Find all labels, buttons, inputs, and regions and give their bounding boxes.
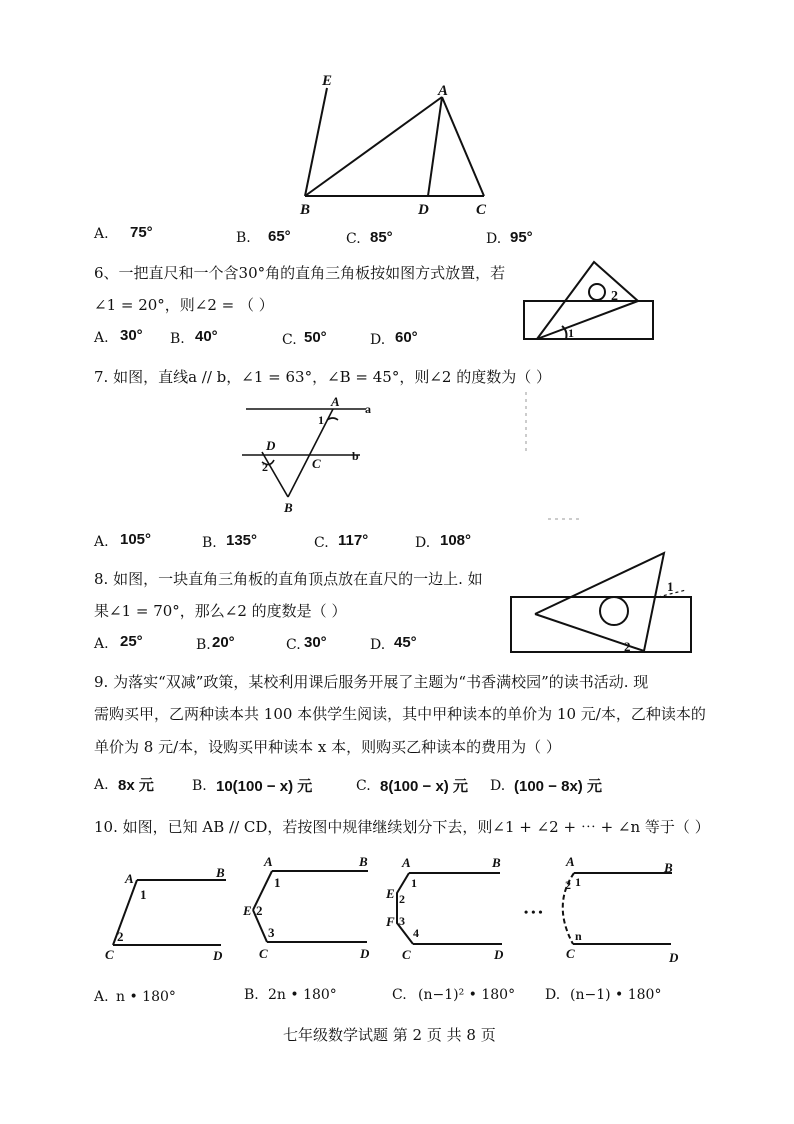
q7-angle-1: 1 xyxy=(318,413,324,427)
q6-stem-line1: 6、一把直尺和一个含30°角的直角三角板按如图方式放置，若 xyxy=(94,264,506,282)
q10-option-a-letter: A. xyxy=(94,989,109,1005)
q10-p3-label-b: B xyxy=(492,855,501,870)
q5-option-a-letter: A. xyxy=(94,226,109,242)
q10-p3-label-f: F xyxy=(386,914,395,929)
q9-stem-line1: 9. 为落实“双减”政策，某校利用课后服务开展了主题为“书香满校园”的读书活动. 现 xyxy=(94,673,649,691)
q10-option-d-letter: D. xyxy=(545,987,561,1003)
q9-option-b-value: 10(100 − x) 元 xyxy=(216,778,313,795)
q8-option-d-value: 45° xyxy=(394,634,417,651)
q6-option-b-letter: B. xyxy=(170,331,185,347)
q10-p4-angle-n: n xyxy=(575,929,582,943)
label-d: D xyxy=(418,202,429,218)
q8-stem-line2: 果∠1 = 70°，那么∠2 的度数是（ ） xyxy=(94,602,347,620)
q9-stem-line2: 需购买甲，乙两种读本共 100 本供学生阅读，其中甲种读本的单价为 10 元/本，乙种读本的 xyxy=(94,705,706,723)
q10-ellipsis: • • • xyxy=(524,905,543,919)
q5-option-a-value: 75° xyxy=(130,224,153,241)
q8-option-c-value: 30° xyxy=(304,634,327,651)
q7-option-c-value: 117° xyxy=(338,532,369,549)
q9-option-a-letter: A. xyxy=(94,777,109,793)
q7-option-c-letter: C. xyxy=(314,535,329,551)
label-a: A xyxy=(438,83,449,99)
q6-angle-2: 2 xyxy=(611,289,618,304)
q10-p3-angle-4: 4 xyxy=(413,926,419,940)
page-footer: 七年级数学试题 第 2 页 共 8 页 xyxy=(283,1026,496,1044)
q7-option-a-letter: A. xyxy=(94,534,109,550)
q6-option-d-value: 60° xyxy=(395,329,418,346)
q9-option-a-value: 8x 元 xyxy=(118,777,154,794)
q6-angle-1: 1 xyxy=(568,326,574,340)
q10-p1-angle-2: 2 xyxy=(117,929,124,944)
q8-option-b-value: 20° xyxy=(212,634,235,651)
q8-angle-1: 1 xyxy=(667,579,674,594)
q10-p4-angle-2: 2 xyxy=(565,878,571,892)
q7-angle-2: 2 xyxy=(262,460,268,474)
q10-p4-angle-1: 1 xyxy=(575,875,581,889)
q10-stem: 10. 如图，已知 AB // CD，若按图中规律继续划分下去，则∠1 + ∠2 + ⋯ + ∠n 等于（ ） xyxy=(94,818,710,836)
q5-option-b-letter: B. xyxy=(236,230,251,246)
q10-p3-angle-3: 3 xyxy=(399,914,405,928)
q7-label-d: D xyxy=(266,438,276,453)
q9-option-b-letter: B. xyxy=(192,778,207,794)
q8-option-b-letter: B. xyxy=(196,637,211,653)
q8-option-c-letter: C. xyxy=(286,637,301,653)
q10-option-a-value: n • 180° xyxy=(116,989,176,1005)
q7-label-a-point: A xyxy=(331,394,340,409)
q10-p3-angle-2: 2 xyxy=(399,892,405,906)
q7-option-d-letter: D. xyxy=(415,535,431,551)
q9-option-d-letter: D. xyxy=(490,778,506,794)
label-b: B xyxy=(300,202,311,218)
q10-p4-label-d: D xyxy=(669,950,679,965)
q10-p1-label-d: D xyxy=(213,948,223,963)
q10-p2-label-c: C xyxy=(259,946,268,961)
q6-option-a-value: 30° xyxy=(120,327,143,344)
q10-p2-angle-3: 3 xyxy=(268,925,275,940)
q10-p3-label-a: A xyxy=(402,855,411,870)
q7-label-b-point: B xyxy=(284,500,293,515)
q7-option-d-value: 108° xyxy=(440,532,472,549)
q6-option-d-letter: D. xyxy=(370,332,386,348)
q10-p3-label-d: D xyxy=(494,947,504,962)
q6-option-a-letter: A. xyxy=(94,330,109,346)
q6-option-c-value: 50° xyxy=(304,329,327,346)
q8-option-a-letter: A. xyxy=(94,636,109,652)
q10-p3-label-e: E xyxy=(386,886,395,901)
q10-p3-angle-1: 1 xyxy=(411,876,417,890)
q10-p2-label-b: B xyxy=(359,854,368,869)
q10-p2-label-e: E xyxy=(243,903,252,918)
q5-option-d-letter: D. xyxy=(486,231,502,247)
q9-option-c-value: 8(100 − x) 元 xyxy=(380,778,468,795)
q5-option-d-value: 95° xyxy=(510,229,533,246)
q8-option-d-letter: D. xyxy=(370,637,386,653)
q10-p2-label-d: D xyxy=(360,946,370,961)
q10-p1-label-b: B xyxy=(216,865,225,880)
q10-p3-label-c: C xyxy=(402,947,411,962)
q10-option-d-value: (n−1) • 180° xyxy=(570,987,662,1003)
label-c: C xyxy=(476,202,487,218)
q8-option-a-value: 25° xyxy=(120,633,143,650)
q7-stem: 7. 如图，直线a // b，∠1 = 63°，∠B = 45°，则∠2 的度数为（ ） xyxy=(94,368,552,386)
q7-label-line-b: b xyxy=(352,449,359,463)
q10-option-b-letter: B. xyxy=(244,987,259,1003)
q6-option-b-value: 40° xyxy=(195,328,218,345)
q10-p4-label-c: C xyxy=(566,946,575,961)
q9-stem-line3: 单价为 8 元/本，设购买甲种读本 x 本，则购买乙种读本的费用为（ ） xyxy=(94,738,561,756)
q7-label-line-a: a xyxy=(365,402,371,416)
q10-p1-label-c: C xyxy=(105,947,114,962)
q10-p1-label-a: A xyxy=(125,871,134,886)
q10-option-c-value: (n−1)² • 180° xyxy=(418,987,516,1003)
q6-stem-line2: ∠1 = 20°，则∠2 = （ ） xyxy=(94,296,274,314)
q10-p4-label-b: B xyxy=(664,860,673,875)
q10-p2-label-a: A xyxy=(264,854,273,869)
q10-p1-angle-1: 1 xyxy=(140,887,147,902)
q5-option-b-value: 65° xyxy=(268,228,291,245)
q7-option-b-letter: B. xyxy=(202,535,217,551)
q7-option-b-value: 135° xyxy=(226,532,258,549)
q5-option-c-value: 85° xyxy=(370,229,393,246)
q10-p4-label-a: A xyxy=(566,854,575,869)
q7-label-c: C xyxy=(312,456,321,471)
q9-option-c-letter: C. xyxy=(356,778,371,794)
q8-stem-line1: 8. 如图，一块直角三角板的直角顶点放在直尺的一边上. 如 xyxy=(94,570,483,588)
q10-option-b-value: 2n • 180° xyxy=(268,987,337,1003)
label-e: E xyxy=(322,73,333,89)
q8-angle-2: 2 xyxy=(624,639,631,654)
q6-option-c-letter: C. xyxy=(282,332,297,348)
q5-option-c-letter: C. xyxy=(346,231,361,247)
q7-option-a-value: 105° xyxy=(120,531,152,548)
q10-p2-angle-1: 1 xyxy=(274,875,281,890)
q9-option-d-value: (100 − 8x) 元 xyxy=(514,778,602,795)
q10-option-c-letter: C. xyxy=(392,987,407,1003)
q10-p2-angle-2: 2 xyxy=(256,903,263,918)
